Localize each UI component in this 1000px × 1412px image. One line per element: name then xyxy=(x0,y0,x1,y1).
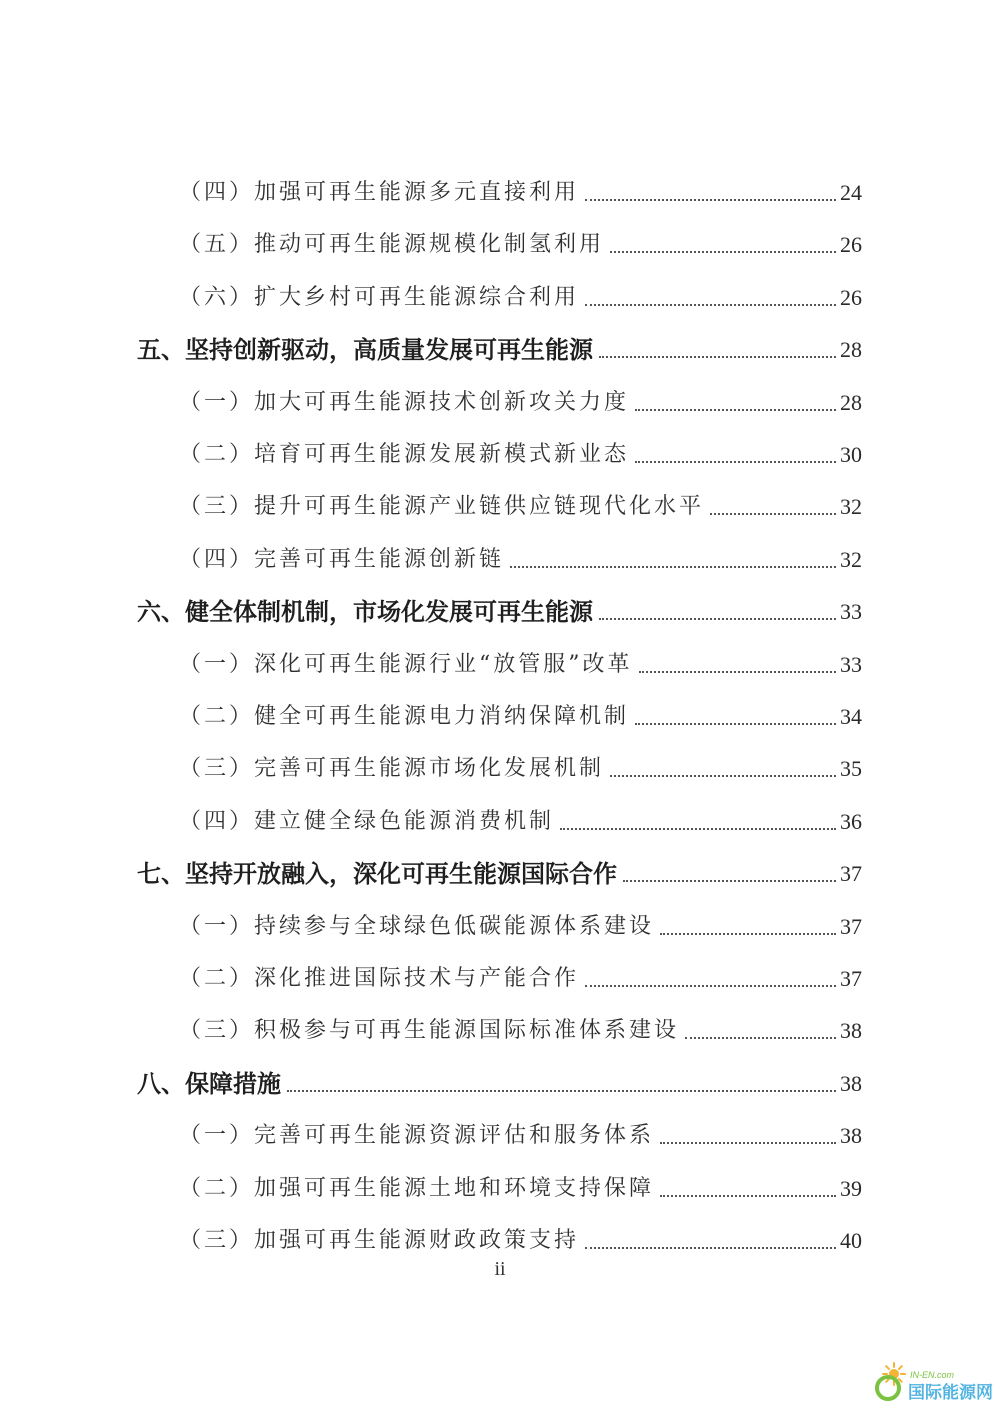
toc-dot-leader xyxy=(685,1037,836,1039)
toc-dot-leader xyxy=(635,409,836,411)
toc-dot-leader xyxy=(585,304,836,306)
toc-section-entry[interactable] xyxy=(179,644,862,680)
toc-entry-page: 33 xyxy=(840,652,862,677)
toc-entry-title: （二）培育可再生能源发展新模式新业态 xyxy=(179,442,630,467)
toc-entry-page: 38 xyxy=(840,1071,862,1096)
sun-icon xyxy=(883,1363,905,1385)
toc-entry-page: 35 xyxy=(840,756,862,781)
toc-section-entry[interactable] xyxy=(179,539,862,575)
toc-entry-page: 37 xyxy=(840,914,862,939)
toc-chapter-entry[interactable] xyxy=(137,1063,862,1099)
toc-dot-leader xyxy=(287,1090,836,1092)
toc-entry-title: 六、健全体制机制，市场化发展可再生能源 xyxy=(137,598,593,626)
watermark xyxy=(868,1362,994,1406)
toc-dot-leader xyxy=(639,671,837,673)
toc-entry-title: （一）持续参与全球绿色低碳能源体系建设 xyxy=(179,914,655,939)
toc-dot-leader xyxy=(585,1247,836,1249)
toc-entry-page: 32 xyxy=(840,494,862,519)
toc-section-entry[interactable] xyxy=(179,382,862,418)
toc-entry-page: 28 xyxy=(840,390,862,415)
toc-dot-leader xyxy=(560,828,836,830)
toc-dot-leader xyxy=(660,933,836,935)
watermark-site-name: 国际能源网 xyxy=(908,1383,993,1403)
toc-entry-title: （三）完善可再生能源市场化发展机制 xyxy=(179,756,605,781)
toc-entry-page: 26 xyxy=(840,232,862,257)
toc-dot-leader xyxy=(660,1142,836,1144)
toc-dot-leader xyxy=(635,461,836,463)
toc-entry-title: （四）完善可再生能源创新链 xyxy=(179,547,505,572)
toc-dot-leader xyxy=(599,356,836,358)
toc-section-entry[interactable] xyxy=(179,748,862,784)
toc-entry-title: （三）提升可再生能源产业链供应链现代化水平 xyxy=(179,494,705,519)
toc-section-entry[interactable] xyxy=(179,486,862,522)
toc-entry-title: （二）加强可再生能源土地和环境支持保障 xyxy=(179,1176,655,1201)
toc-dot-leader xyxy=(623,880,836,882)
toc-chapter-entry[interactable] xyxy=(137,853,862,889)
toc-section-entry[interactable] xyxy=(179,1115,862,1151)
toc-entry-page: 33 xyxy=(840,599,862,624)
toc-entry-title: （二）健全可再生能源电力消纳保障机制 xyxy=(179,704,630,729)
toc-dot-leader xyxy=(710,513,836,515)
toc-entry-page: 30 xyxy=(840,442,862,467)
toc-dot-leader xyxy=(635,723,836,725)
toc-entry-title: （四）加强可再生能源多元直接利用 xyxy=(179,180,580,205)
toc-section-entry[interactable] xyxy=(179,277,862,313)
toc-entry-page: 34 xyxy=(840,704,862,729)
toc-entry-page: 38 xyxy=(840,1018,862,1043)
toc-section-entry[interactable] xyxy=(179,172,862,208)
toc-entry-page: 36 xyxy=(840,809,862,834)
toc-dot-leader xyxy=(610,775,836,777)
toc-entry-page: 38 xyxy=(840,1123,862,1148)
toc-entry-title: （二）深化推进国际技术与产能合作 xyxy=(179,966,580,991)
toc-entry-title: （五）推动可再生能源规模化制氢利用 xyxy=(179,232,605,257)
toc-dot-leader xyxy=(585,199,836,201)
toc-entry-title: （三）加强可再生能源财政政策支持 xyxy=(179,1228,580,1253)
toc-section-entry[interactable] xyxy=(179,434,862,470)
toc-entry-title: （一）完善可再生能源资源评估和服务体系 xyxy=(179,1123,655,1148)
toc-entry-title: （四）建立健全绿色能源消费机制 xyxy=(179,809,555,834)
toc-entry-page: 28 xyxy=(840,337,862,362)
toc-entry-title: 七、坚持开放融入，深化可再生能源国际合作 xyxy=(137,860,617,888)
toc-section-entry[interactable] xyxy=(179,1220,862,1256)
in-en-logo-icon xyxy=(868,1362,994,1406)
toc-section-entry[interactable] xyxy=(179,906,862,942)
toc-entry-title: （六）扩大乡村可再生能源综合利用 xyxy=(179,285,580,310)
toc-entry-page: 32 xyxy=(840,547,862,572)
toc-section-entry[interactable] xyxy=(179,224,862,260)
toc-dot-leader xyxy=(660,1195,836,1197)
toc-entry-page: 39 xyxy=(840,1176,862,1201)
toc-section-entry[interactable] xyxy=(179,1010,862,1046)
toc-entry-page: 26 xyxy=(840,285,862,310)
toc-entry-page: 37 xyxy=(840,861,862,886)
toc-entry-page: 24 xyxy=(840,180,862,205)
toc-entry-title: （一）深化可再生能源行业“放管服”改革 xyxy=(179,652,633,677)
toc-section-entry[interactable] xyxy=(179,1168,862,1204)
toc-entry-page: 40 xyxy=(840,1228,862,1253)
page-number: ii xyxy=(494,1258,506,1280)
toc-chapter-entry[interactable] xyxy=(137,591,862,627)
toc-section-entry[interactable] xyxy=(179,696,862,732)
toc-dot-leader xyxy=(585,985,836,987)
toc-dot-leader xyxy=(599,618,836,620)
toc-section-entry[interactable] xyxy=(179,958,862,994)
toc-dot-leader xyxy=(610,251,836,253)
watermark-domain-text: IN-EN.com xyxy=(910,1370,955,1380)
toc-entry-page: 37 xyxy=(840,966,862,991)
toc-entry-title: 五、坚持创新驱动，高质量发展可再生能源 xyxy=(137,336,593,364)
toc-dot-leader xyxy=(510,566,836,568)
toc-entry-title: （一）加大可再生能源技术创新攻关力度 xyxy=(179,390,630,415)
toc-entry-title: （三）积极参与可再生能源国际标准体系建设 xyxy=(179,1018,680,1043)
toc-chapter-entry[interactable] xyxy=(137,329,862,365)
toc-entry-title: 八、保障措施 xyxy=(137,1070,281,1098)
toc-section-entry[interactable] xyxy=(179,801,862,837)
